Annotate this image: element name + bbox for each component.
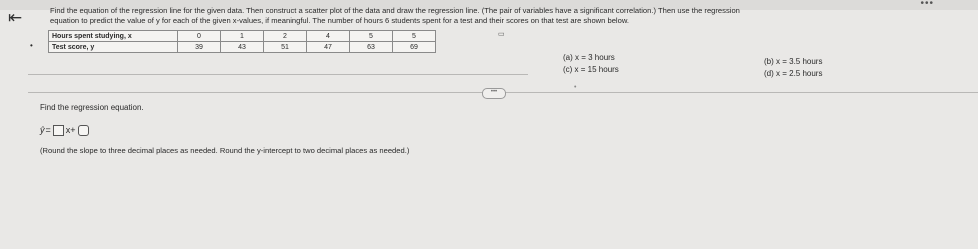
slope-input[interactable] <box>53 125 64 136</box>
option-a: (a) x = 3 hours <box>563 53 615 62</box>
rounding-instructions: (Round the slope to three decimal places as needed. Round the y-intercept to two decimal places as needed.) <box>40 146 410 155</box>
table-cell: 43 <box>221 42 264 53</box>
table-cell: 5 <box>393 31 436 42</box>
table-cell: 69 <box>393 42 436 53</box>
table-cell: 39 <box>178 42 221 53</box>
y-hat-label: ŷ <box>40 125 45 135</box>
bullet-icon: • <box>30 41 33 50</box>
back-arrow-icon[interactable]: ⇤ <box>8 8 23 27</box>
equals-sign: = <box>45 125 51 135</box>
table-cell: 2 <box>264 31 307 42</box>
row-header-score: Test score, y <box>49 42 178 53</box>
plus-sign: + <box>70 125 76 135</box>
table-cell: 47 <box>307 42 350 53</box>
option-c: (c) x = 15 hours <box>563 65 619 74</box>
row-header-hours: Hours spent studying, x <box>49 31 178 42</box>
option-b: (b) x = 3.5 hours <box>764 57 823 66</box>
expand-button[interactable]: ••• <box>482 88 506 99</box>
option-d: (d) x = 2.5 hours <box>764 69 823 78</box>
instruction-text-line1: Find the equation of the regression line for the given data. Then construct a scatter plot of the data and draw the regression line. (The pair of variables have a significant correlation.) Then use the regression <box>50 6 740 15</box>
table-cell: 4 <box>307 31 350 42</box>
table-row-hours <box>49 31 436 42</box>
instruction-text-line2: equation to predict the value of y for each of the given x-values, if meaningful. The number of hours 6 students spent for a test and their scores on that test are shown below. <box>50 16 630 25</box>
table-cell: 1 <box>221 31 264 42</box>
table-cell: 63 <box>350 42 393 53</box>
regression-equation <box>40 124 91 136</box>
data-table <box>48 30 436 53</box>
copy-data-icon[interactable]: ▭ <box>498 31 505 38</box>
x-variable: x <box>65 125 71 135</box>
table-cell: 5 <box>350 31 393 42</box>
cursor-dot: • <box>574 84 577 91</box>
divider <box>28 74 528 75</box>
more-options-icon[interactable]: ••• <box>920 0 934 9</box>
table-cell: 51 <box>264 42 307 53</box>
table-cell: 0 <box>178 31 221 42</box>
question-prompt: Find the regression equation. <box>40 103 144 112</box>
intercept-input[interactable] <box>78 125 89 136</box>
table-row-score <box>49 42 436 53</box>
